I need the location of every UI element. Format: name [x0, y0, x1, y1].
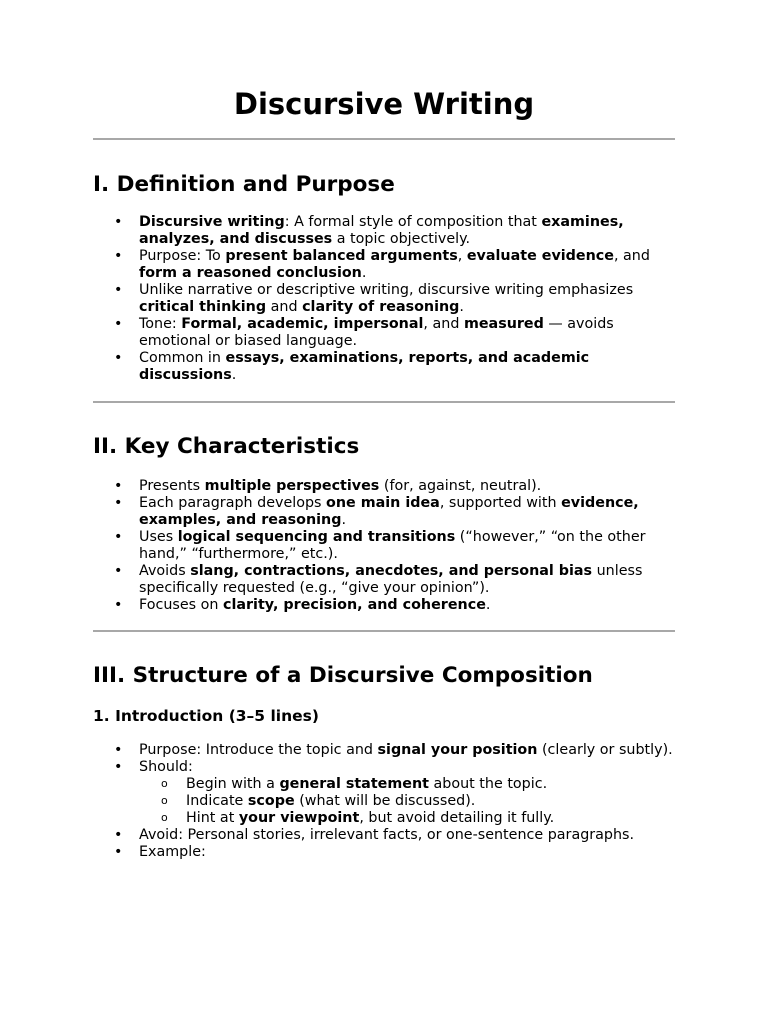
emphasis-text: evaluate evidence [466, 248, 614, 264]
list-item: • Example: [93, 844, 675, 861]
emphasis-text: critical thinking [139, 299, 267, 315]
list-item: • Each paragraph develops one main idea, supported with evidence, examples, and reasoning. [93, 495, 675, 529]
divider [93, 630, 675, 632]
list-item: • Purpose: Introduce the topic and signal your position (clearly or subtly). [93, 742, 675, 759]
emphasis-text: multiple perspectives [204, 478, 380, 494]
emphasis-text: slang, contractions, anecdotes, and personal bias [190, 563, 593, 579]
list-item-text: Should: [139, 759, 193, 775]
emphasis-text: one main idea [326, 495, 440, 511]
emphasis-text: general statement [279, 776, 429, 792]
emphasis-text: essays, examinations, reports, and academic discussions [139, 350, 590, 383]
should-list [139, 776, 675, 827]
emphasis-text: scope [247, 793, 295, 809]
emphasis-text: your viewpoint [238, 810, 360, 826]
definition-list [93, 214, 675, 384]
list-item: • Presents multiple perspectives (for, against, neutral). [93, 478, 675, 495]
list-item: • Avoid: Personal stories, irrelevant facts, or one-sentence paragraphs. [93, 827, 675, 844]
section-heading-characteristics: II. Key Characteristics [93, 434, 360, 459]
emphasis-text: clarity, precision, and coherence [222, 597, 486, 613]
sub-list-item: o Hint at your viewpoint, but avoid detailing it fully. [139, 810, 675, 827]
divider [93, 138, 675, 140]
emphasis-text: present balanced arguments [225, 248, 458, 264]
section-heading-structure: III. Structure of a Discursive Composition [93, 663, 593, 688]
list-item [93, 759, 675, 827]
sub-list-item: o Begin with a general statement about the topic. [139, 776, 675, 793]
section-heading-definition: I. Definition and Purpose [93, 172, 395, 197]
emphasis-text: measured [463, 316, 544, 332]
list-item: • Focuses on clarity, precision, and coherence. [93, 597, 675, 614]
introduction-list [93, 742, 675, 861]
emphasis-text: signal your position [377, 742, 538, 758]
list-item: • Avoids slang, contractions, anecdotes, and personal bias unless specifically requested (e.g., “give your opinion”). [93, 563, 675, 597]
list-item: • Tone: Formal, academic, impersonal, and measured — avoids emotional or biased language. [93, 316, 675, 350]
emphasis-text: Discursive writing [139, 214, 285, 230]
subsection-heading-introduction: 1. Introduction (3–5 lines) [93, 707, 319, 725]
list-item: • Purpose: To present balanced arguments, evaluate evidence, and form a reasoned conclusion. [93, 248, 675, 282]
divider [93, 401, 675, 403]
emphasis-text: clarity of reasoning [302, 299, 460, 315]
characteristics-list [93, 478, 675, 614]
list-item: • Discursive writing: A formal style of composition that examines, analyzes, and discusses a topic objectively. [93, 214, 675, 248]
list-item: • Unlike narrative or descriptive writing, discursive writing emphasizes critical thinking and clarity of reasoning. [93, 282, 675, 316]
sub-list-item: o Indicate scope (what will be discussed). [139, 793, 675, 810]
emphasis-text: logical sequencing and transitions [177, 529, 456, 545]
emphasis-text: examines, analyzes, and discusses [139, 214, 624, 247]
list-item: • Common in essays, examinations, reports, and academic discussions. [93, 350, 675, 384]
emphasis-text: evidence, examples, and reasoning [139, 495, 639, 528]
emphasis-text: form a reasoned conclusion [139, 265, 362, 281]
list-item: • Uses logical sequencing and transitions (“however,” “on the other hand,” “furthermore,” etc.). [93, 529, 675, 563]
document-title: Discursive Writing [233, 87, 535, 121]
emphasis-text: Formal, academic, impersonal [181, 316, 424, 332]
